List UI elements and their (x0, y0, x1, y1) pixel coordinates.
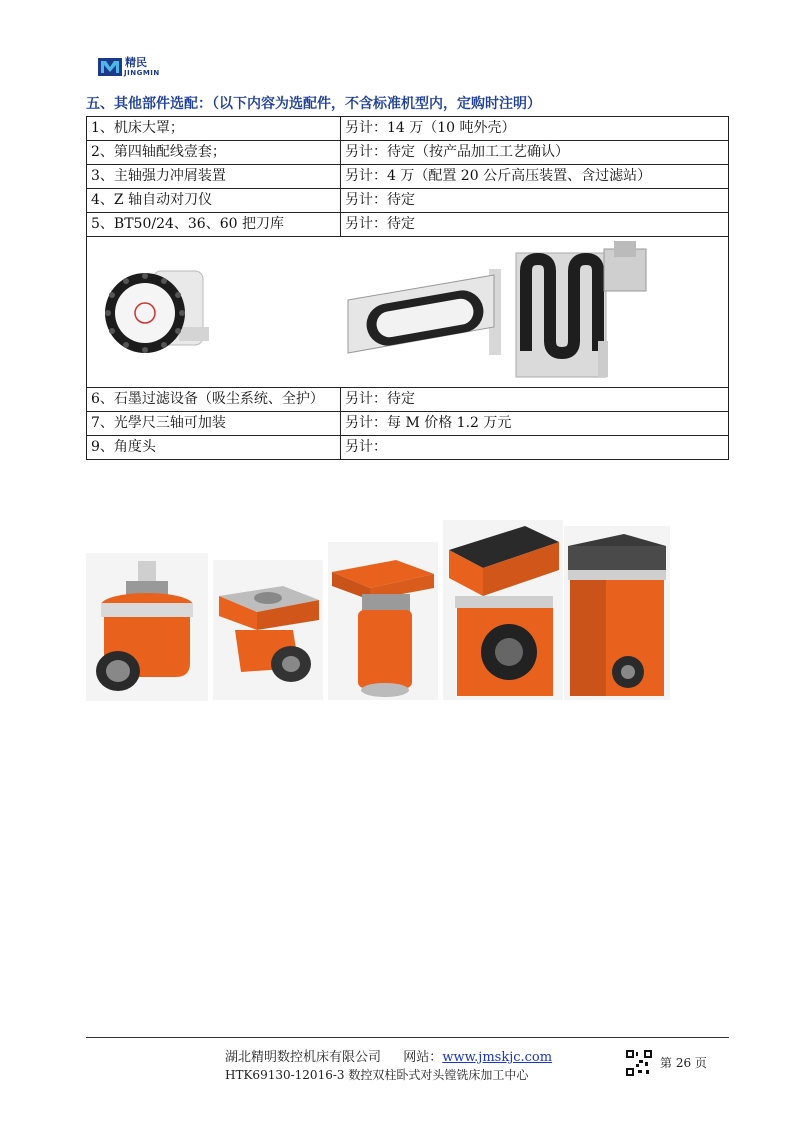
option-item: 7、光學尺三轴可加装 (87, 412, 341, 436)
table-row (87, 213, 729, 237)
option-item: 5、BT50/24、36、60 把刀库 (87, 213, 341, 237)
option-item: 4、Z 轴自动对刀仪 (87, 189, 341, 213)
option-item: 1、机床大罩； (87, 117, 341, 141)
logo-mark-icon (97, 54, 123, 80)
logo-text-cn: 精民 (125, 56, 147, 69)
angle-head-images (86, 520, 676, 705)
table-row (87, 141, 729, 165)
footer-website-link[interactable]: www.jmskjc.com (442, 1050, 553, 1065)
footer-company-line (225, 1046, 552, 1065)
option-price: 另计：4 万（配置 20 公斤高压装置、含过滤站） (341, 165, 729, 189)
option-item: 6、石墨过滤设备（吸尘系统、全护） (87, 388, 341, 412)
table-row (87, 189, 729, 213)
option-price: 另计：待定 (341, 189, 729, 213)
table-row (87, 436, 729, 460)
option-price: 另计：待定（按产品加工工艺确认） (341, 141, 729, 165)
table-row (87, 165, 729, 189)
footer-model-line: HTK69130-12016-3 数控双柱卧式对头镗铣床加工中心 (225, 1068, 529, 1082)
option-price: 另计： (341, 436, 729, 460)
footer-company: 湖北精明数控机床有限公司 (225, 1050, 382, 1065)
angle-head-image-3 (328, 542, 438, 700)
page-number: 第 26 页 (660, 1056, 707, 1070)
angle-head-image-5 (564, 526, 670, 700)
angle-head-image-2 (213, 560, 323, 700)
table-row (87, 117, 729, 141)
option-price: 另计：待定 (341, 388, 729, 412)
footer-divider (86, 1037, 729, 1038)
table-row (87, 412, 729, 436)
section-title: 五、其他部件选配：（以下内容为选配件，不含标准机型内，定购时注明） (86, 96, 541, 112)
option-price: 另计：14 万（10 吨外壳） (341, 117, 729, 141)
option-price: 另计：待定 (341, 213, 729, 237)
option-item: 2、第四轴配线壹套； (87, 141, 341, 165)
logo-text-en: JINGMIN (124, 69, 160, 77)
option-item: 3、主轴强力冲屑装置 (87, 165, 341, 189)
footer-site-label: 网站： (403, 1050, 443, 1065)
tool-magazine-images-row (87, 237, 729, 388)
company-logo (97, 54, 177, 82)
chain-tool-magazine-image (344, 265, 504, 360)
serpentine-tool-magazine-image (514, 241, 664, 381)
qr-code-icon (626, 1050, 652, 1076)
disc-tool-magazine-image (101, 267, 211, 355)
angle-head-image-4 (443, 520, 563, 700)
angle-head-image-1 (86, 553, 208, 701)
option-item: 9、角度头 (87, 436, 341, 460)
table-row (87, 388, 729, 412)
option-price: 另计：每 M 价格 1.2 万元 (341, 412, 729, 436)
options-table (86, 116, 729, 460)
